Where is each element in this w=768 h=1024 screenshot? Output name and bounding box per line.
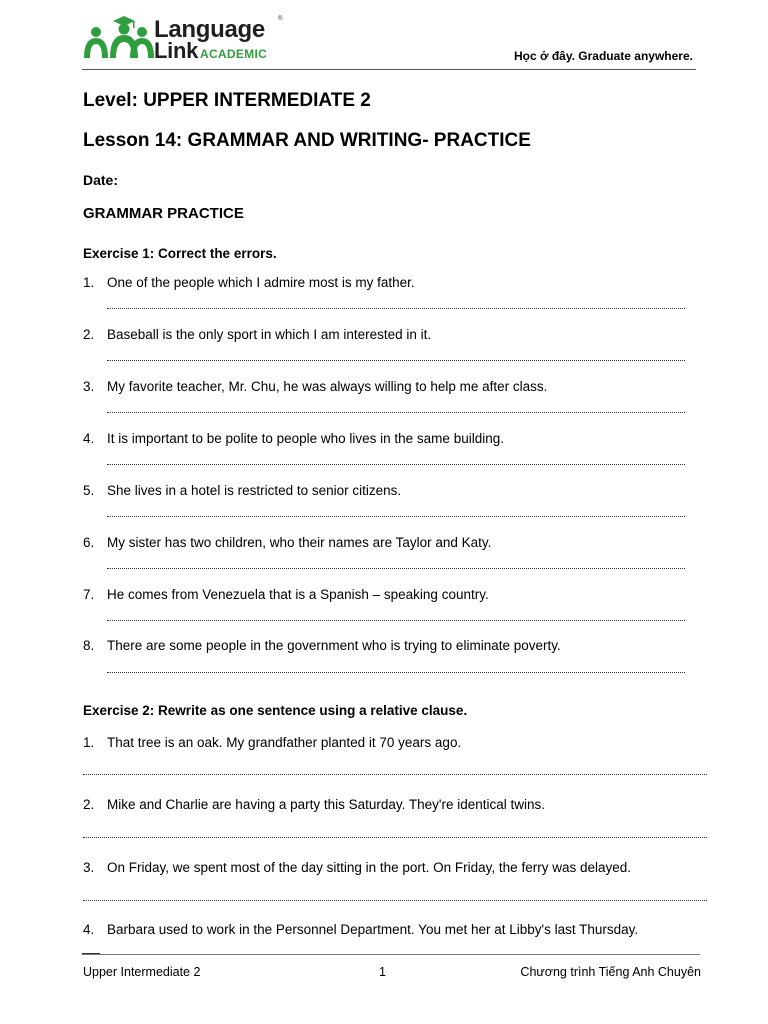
item-number: 1. (83, 735, 95, 750)
item-sentence: She lives in a hotel is restricted to senior citizens. (107, 483, 402, 498)
item-number: 2. (83, 327, 95, 342)
item-sentence: It is important to be polite to people who lives in the same building. (107, 431, 504, 446)
item-number: 1. (83, 275, 95, 290)
answer-line[interactable] (107, 516, 685, 517)
answer-line[interactable] (83, 900, 707, 901)
logo-text-academic: ACADEMIC (200, 47, 268, 61)
item-sentence: My favorite teacher, Mr. Chu, he was always willing to help me after class. (107, 379, 548, 394)
item-number: 4. (83, 922, 95, 937)
item-sentence: That tree is an oak. My grandfather planted it 70 years ago. (107, 735, 462, 750)
answer-line[interactable] (83, 837, 707, 838)
footer-course-name: Upper Intermediate 2 (83, 965, 201, 979)
item-number: 4. (83, 431, 95, 446)
item-sentence: Mike and Charlie are having a party this Saturday. They're identical twins. (107, 797, 546, 812)
section-heading-grammar-practice: GRAMMAR PRACTICE (83, 205, 244, 222)
exercise-2-heading: Exercise 2: Rewrite as one sentence using a relative clause. (83, 703, 468, 718)
exercise-1-heading: Exercise 1: Correct the errors. (83, 246, 277, 261)
item-sentence: He comes from Venezuela that is a Spanish – speaking country. (107, 587, 489, 602)
people-logo-icon (82, 14, 154, 62)
item-sentence: One of the people which I admire most is my father. (107, 275, 415, 290)
answer-line[interactable] (107, 360, 685, 361)
lesson-title: Lesson 14: GRAMMAR AND WRITING- PRACTICE (83, 130, 531, 151)
item-number: 3. (83, 379, 95, 394)
item-sentence: There are some people in the government who is trying to eliminate poverty. (107, 638, 561, 653)
header-divider (82, 69, 696, 70)
answer-line[interactable] (107, 620, 685, 621)
logo-registered-mark: ® (278, 16, 283, 22)
language-link-logo (82, 14, 292, 62)
item-number: 3. (83, 860, 95, 875)
date-label: Date: (83, 172, 119, 188)
answer-line[interactable] (107, 308, 685, 309)
logo-text-language: Language (154, 16, 265, 43)
item-number: 5. (83, 483, 95, 498)
answer-line[interactable] (107, 412, 685, 413)
answer-line[interactable] (107, 464, 685, 465)
logo-text-link: Link (154, 38, 199, 63)
footer-divider (82, 954, 700, 955)
footer-page-number: 1 (379, 965, 386, 979)
level-title: Level: UPPER INTERMEDIATE 2 (83, 90, 371, 111)
item-sentence: Barbara used to work in the Personnel Department. You met her at Libby's last Thursday. (107, 922, 639, 937)
item-sentence: On Friday, we spent most of the day sitting in the port. On Friday, the ferry was delayed. (107, 860, 631, 875)
answer-line[interactable] (107, 568, 685, 569)
answer-line[interactable] (83, 774, 707, 775)
item-sentence: My sister has two children, who their names are Taylor and Katy. (107, 535, 492, 550)
item-number: 2. (83, 797, 95, 812)
item-number: 7. (83, 587, 95, 602)
answer-line[interactable] (107, 672, 685, 673)
item-number: 8. (83, 638, 95, 653)
footer-program-name: Chương trình Tiếng Anh Chuyên (520, 965, 701, 979)
item-sentence: Baseball is the only sport in which I am interested in it. (107, 327, 432, 342)
item-number: 6. (83, 535, 95, 550)
header-tagline: Học ở đây. Graduate anywhere. (513, 49, 693, 63)
